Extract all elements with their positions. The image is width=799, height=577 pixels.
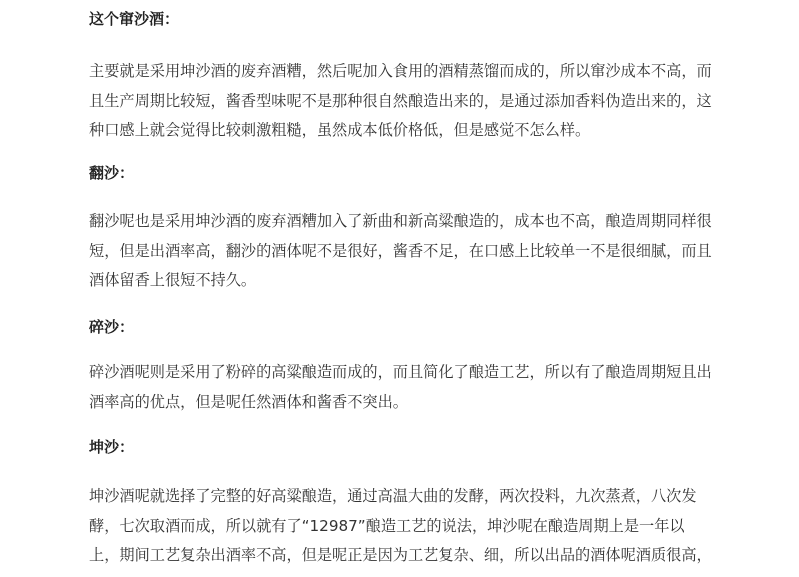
paragraph-line: 酵，七次取酒而成，所以就有了“12987”酿造工艺的说法，坤沙呢在酿造周期上是一年以 [89, 516, 685, 535]
section-heading-fansha: 翻沙： [89, 164, 135, 182]
paragraph-line: 酒率高的优点，但是呢任然酒体和酱香不突出。 [89, 392, 408, 411]
paragraph-line: 主要就是采用坤沙酒的废弃酒糟，然后呢加入食用的酒精蒸馏而成的，所以窜沙成本不高，而 [89, 62, 712, 80]
paragraph-line: 坤沙酒呢就选择了完整的好高粱酿造，通过高温大曲的发酵，两次投料，九次蒸煮，八次发 [89, 487, 697, 505]
section-paragraph-fansha [89, 207, 761, 296]
paragraph-line: 且生产周期比较短，酱香型味呢不是那种很自然酿造出来的，是通过添加香料伪造出来的，这 [89, 91, 712, 110]
paragraph-line: 碎沙酒呢则是采用了粉碎的高粱酿造而成的，而且简化了酿造工艺，所以有了酿造周期短且出 [89, 363, 712, 381]
section-paragraph-suisha [89, 358, 761, 417]
section-heading-kunsha: 坤沙： [89, 438, 135, 456]
section-heading-suisha: 碎沙： [89, 318, 135, 336]
section-paragraph-cuansha [89, 57, 761, 146]
section-paragraph-kunsha [89, 482, 761, 571]
paragraph-line: 翻沙呢也是采用坤沙酒的废弃酒糟加入了新曲和新高粱酿造的，成本也不高，酿造周期同样很 [89, 212, 712, 230]
section-heading-cuansha: 这个窜沙酒： [89, 10, 180, 28]
paragraph-line: 短，但是出酒率高，翻沙的酒体呢不是很好，酱香不足，在口感上比较单一不是很细腻，而且 [89, 241, 712, 260]
paragraph-line: 上，期间工艺复杂出酒率不高，但是呢正是因为工艺复杂、细，所以出品的酒体呢酒质很高， [89, 546, 712, 564]
paragraph-line: 种口感上就会觉得比较刺激粗糙，虽然成本低价格低，但是感觉不怎么样。 [89, 121, 591, 139]
paragraph-line: 酒体留香上很短不持久。 [89, 271, 257, 289]
